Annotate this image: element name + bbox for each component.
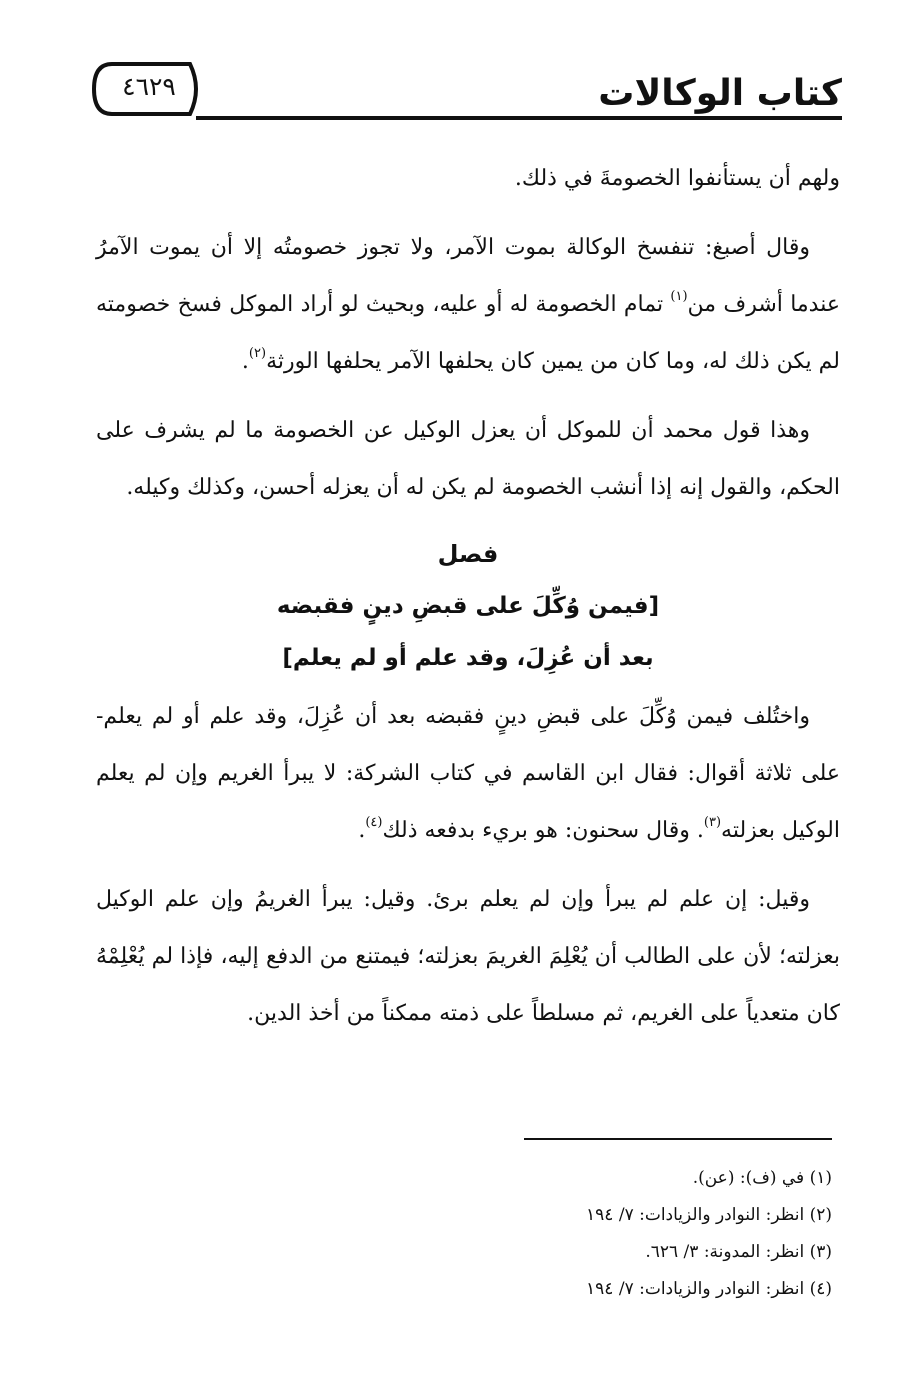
paragraph-4-text-a: واختُلف فيمن وُكِّلَ على قبضِ دينٍ فقبضه بعد أن عُزِلَ، وقد علم أو لم يعلم- على ثلاثة أقوال: فقال ابن القاسم في كتاب الشركة: لا يبرأ الغريم وإن لم يعلم الوكيل بعزلته xyxy=(96,704,840,843)
section-subheading-line-2: بعد أن عُزِلَ، وقد علم أو لم يعلم] xyxy=(282,645,654,671)
paragraph-5-text: وقيل: إن علم لم يبرأ وإن لم يعلم برئ. وقيل: يبرأ الغريمُ وإن علم الوكيل بعزلته؛ لأن على الطالب أن يُعْلِمَ الغريمَ بعزلته؛ فيمتنع من الدفع إليه، فإذا لم يُعْلِمْهُ كان متعدياً على الغريم، ثم مسلطاً على ذمته ممكناً من أخذ الدين. xyxy=(96,887,840,1026)
footnote-ref-2[interactable]: (٢) xyxy=(248,346,267,361)
paragraph-4-end: . xyxy=(358,818,366,843)
footnote-separator xyxy=(524,1138,832,1140)
main-text xyxy=(96,150,840,1054)
footnote-1: (١) في (ف): (عن). xyxy=(692,1168,832,1188)
paragraph-1 xyxy=(96,150,840,207)
footnote-ref-4[interactable]: (٤) xyxy=(365,815,383,830)
chapter-title: كتاب الوكالات xyxy=(598,73,842,114)
paragraph-2-text-b: تمام الخصومة له أو عليه، وبحيث لو أراد الموكل فسخ خصومته لم يكن ذلك له، وما كان من يمين كان يحلفها الآمر يحلفها الورثة xyxy=(96,292,840,374)
paragraph-5 xyxy=(96,871,840,1042)
footnote-4: (٤) انظر: النوادر والزيادات: ٧/ ١٩٤ xyxy=(586,1279,832,1299)
header-rule xyxy=(196,116,842,120)
footnote-ref-1[interactable]: (١) xyxy=(670,289,688,304)
footnote-ref-3[interactable]: (٣) xyxy=(703,815,722,830)
footnotes xyxy=(92,1160,832,1308)
section-subheading-line-1: [فيمن وُكِّلَ على قبضِ دينٍ فقبضه xyxy=(276,593,660,619)
section-heading: فصل xyxy=(437,540,499,568)
paragraph-1-text: ولهم أن يستأنفوا الخصومةَ في ذلك. xyxy=(514,166,840,191)
footnote-2: (٢) انظر: النوادر والزيادات: ٧/ ١٩٤ xyxy=(586,1205,832,1225)
paragraph-3 xyxy=(96,402,840,516)
footnote-3: (٣) انظر: المدونة: ٣/ ٦٢٦. xyxy=(645,1242,832,1262)
paragraph-4 xyxy=(96,688,840,859)
section-title-block xyxy=(96,528,840,684)
paragraph-4-text-b: . وقال سحنون: هو بريء بدفعه ذلك xyxy=(382,818,704,843)
paragraph-2-end: . xyxy=(241,349,249,374)
paragraph-2 xyxy=(96,219,840,390)
paragraph-2-text-a: وقال أصبغ: تنفسخ الوكالة بموت الآمر، ولا تجوز خصومتُه إلا أن يموت الآمرُ عندما أشرف من xyxy=(96,235,840,317)
paragraph-3-text: وهذا قول محمد أن للموكل أن يعزل الوكيل عن الخصومة ما لم يشرف على الحكم، والقول إنه إذا أنشب الخصومة لم يكن له أن يعزله أحسن، وكذلك وكيله. xyxy=(96,418,840,500)
page-number: ٤٦٢٩ xyxy=(122,72,176,101)
